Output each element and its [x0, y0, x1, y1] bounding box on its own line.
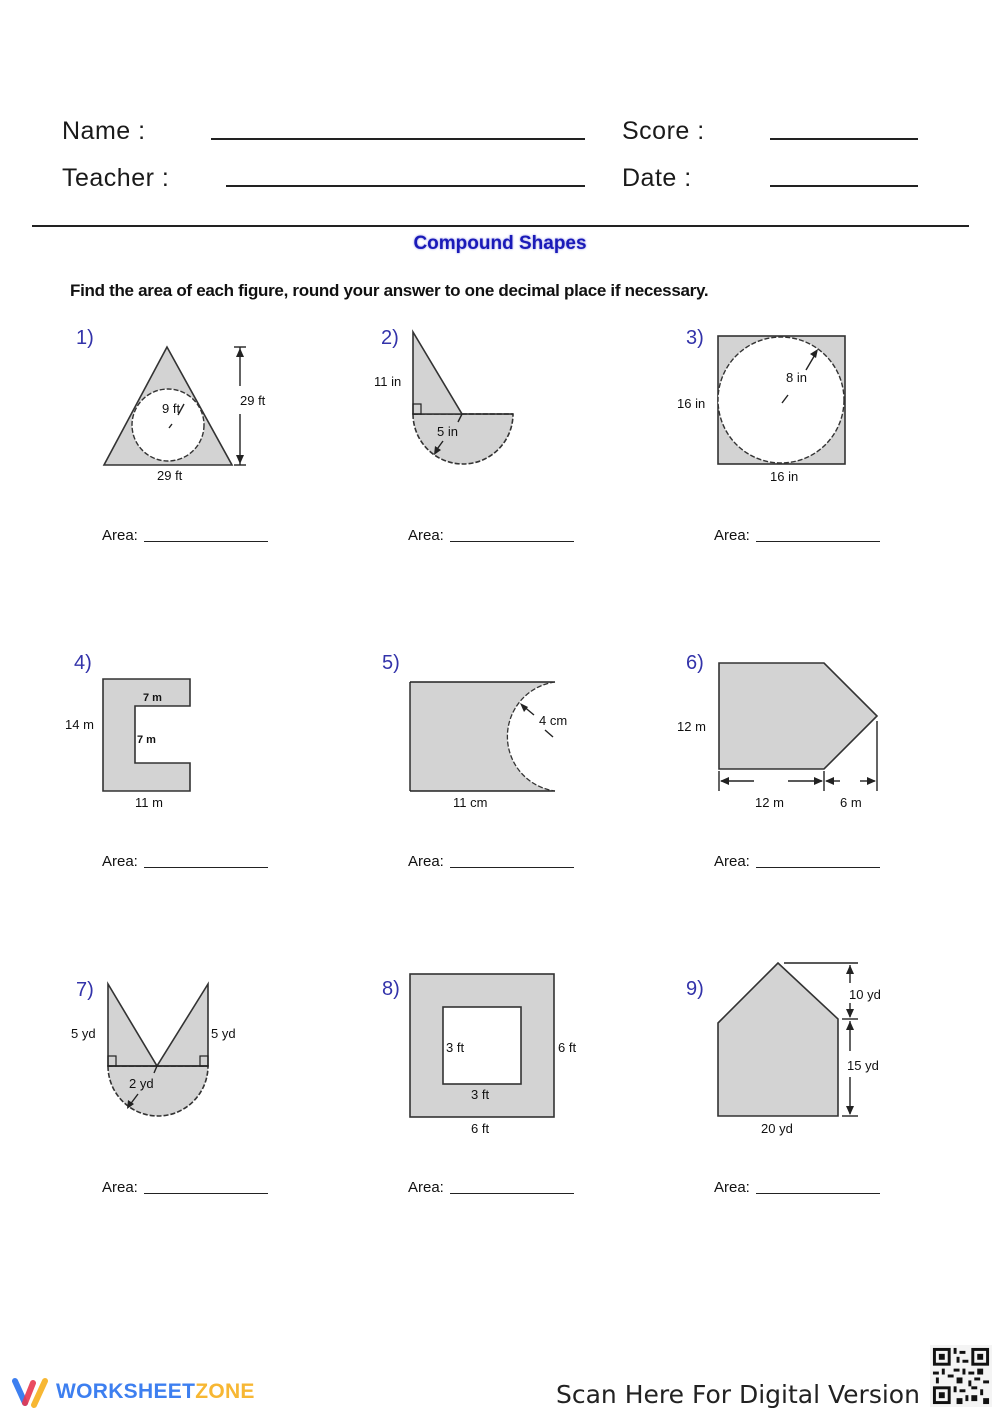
base-label: 29 ft	[157, 468, 183, 483]
roof-height-label: 10 yd	[849, 987, 881, 1002]
problem-3-figure	[670, 320, 870, 490]
problem-number: 9)	[686, 978, 704, 1000]
date-field[interactable]	[770, 185, 918, 187]
scan-prompt: Scan Here For Digital Version	[556, 1380, 920, 1409]
logo-w-icon	[10, 1375, 50, 1409]
instructions: Find the area of each figure, round your answer to one decimal place if necessary.	[70, 281, 709, 300]
base-label: 11 cm	[453, 795, 488, 810]
inner-bottom-label: 3 ft	[471, 1087, 490, 1102]
answer-blank[interactable]	[450, 541, 574, 542]
area-label: Area:	[408, 527, 444, 544]
problem-5-figure	[370, 645, 600, 815]
base-label: 20 yd	[761, 1121, 793, 1136]
inner-side-label: 3 ft	[446, 1040, 465, 1055]
rect-width-label: 12 m	[755, 795, 784, 810]
inner-top-label: 7 m	[143, 692, 162, 704]
answer-blank[interactable]	[144, 867, 268, 868]
area-label: Area:	[102, 1179, 138, 1196]
problem-5-answer[interactable]	[408, 853, 574, 870]
teacher-label: Teacher :	[62, 164, 170, 192]
area-label: Area:	[408, 1179, 444, 1196]
name-field[interactable]	[211, 138, 585, 140]
problem-2-answer[interactable]	[408, 527, 574, 544]
height-label: 12 m	[677, 719, 706, 734]
radius-label: 2 yd	[129, 1076, 154, 1091]
base-label: 11 m	[135, 795, 163, 810]
problem-number: 6)	[686, 652, 704, 674]
radius-label: 8 in	[786, 370, 807, 385]
problem-number: 7)	[76, 979, 94, 1001]
answer-blank[interactable]	[756, 1193, 880, 1194]
problem-3-answer[interactable]	[714, 527, 880, 544]
problem-6-answer[interactable]	[714, 853, 880, 870]
problem-9-answer[interactable]	[714, 1179, 880, 1196]
area-label: Area:	[714, 527, 750, 544]
answer-blank[interactable]	[144, 1193, 268, 1194]
problem-number: 4)	[74, 652, 92, 674]
bottom-label: 16 in	[770, 469, 799, 484]
inner-height-label: 7 m	[137, 734, 156, 746]
height-label: 29 ft	[240, 393, 266, 408]
problem-7-figure	[60, 970, 270, 1130]
problem-9-figure	[670, 955, 910, 1140]
height-label: 11 in	[374, 374, 402, 389]
problem-2-figure	[365, 320, 565, 480]
problem-8-figure	[370, 965, 600, 1140]
worksheet-title: Compound Shapes	[413, 233, 587, 254]
answer-blank[interactable]	[756, 867, 880, 868]
name-label: Name :	[62, 117, 146, 145]
problem-4-answer[interactable]	[102, 853, 268, 870]
qr-code-icon	[930, 1345, 992, 1407]
logo-text-zone: ZONE	[195, 1380, 255, 1403]
teacher-field[interactable]	[226, 185, 585, 187]
area-label: Area:	[714, 853, 750, 870]
right-height-label: 5 yd	[211, 1026, 236, 1041]
score-label: Score :	[622, 117, 705, 145]
problem-8-answer[interactable]	[408, 1179, 574, 1196]
area-label: Area:	[714, 1179, 750, 1196]
triangle-width-label: 6 m	[840, 795, 862, 810]
problem-number: 1)	[76, 327, 94, 349]
worksheetzone-logo[interactable]	[10, 1375, 255, 1409]
radius-label: 9 ft	[162, 401, 181, 416]
header-divider	[32, 225, 969, 227]
answer-blank[interactable]	[450, 1193, 574, 1194]
radius-label: 5 in	[437, 424, 458, 439]
qr-code[interactable]	[930, 1345, 992, 1407]
answer-blank[interactable]	[450, 867, 574, 868]
problem-4-figure	[60, 645, 260, 815]
problem-7-answer[interactable]	[102, 1179, 268, 1196]
problem-number: 8)	[382, 978, 400, 1000]
problem-1-answer[interactable]	[102, 527, 268, 544]
side-label: 16 in	[677, 396, 706, 411]
date-label: Date :	[622, 164, 692, 192]
outer-side-label: 6 ft	[558, 1040, 577, 1055]
problem-number: 2)	[381, 327, 399, 349]
logo-text-worksheet: WORKSHEET	[56, 1380, 196, 1403]
answer-blank[interactable]	[144, 541, 268, 542]
radius-label: 4 cm	[539, 713, 568, 728]
problem-number: 5)	[382, 652, 400, 674]
area-label: Area:	[102, 853, 138, 870]
height-label: 14 m	[65, 717, 94, 732]
left-height-label: 5 yd	[71, 1026, 96, 1041]
answer-blank[interactable]	[756, 541, 880, 542]
problem-6-figure	[670, 645, 900, 815]
area-label: Area:	[102, 527, 138, 544]
score-field[interactable]	[770, 138, 918, 140]
area-label: Area:	[408, 853, 444, 870]
problem-number: 3)	[686, 327, 704, 349]
outer-bottom-label: 6 ft	[471, 1121, 490, 1136]
problem-1-figure	[60, 320, 300, 500]
wall-height-label: 15 yd	[847, 1058, 879, 1073]
